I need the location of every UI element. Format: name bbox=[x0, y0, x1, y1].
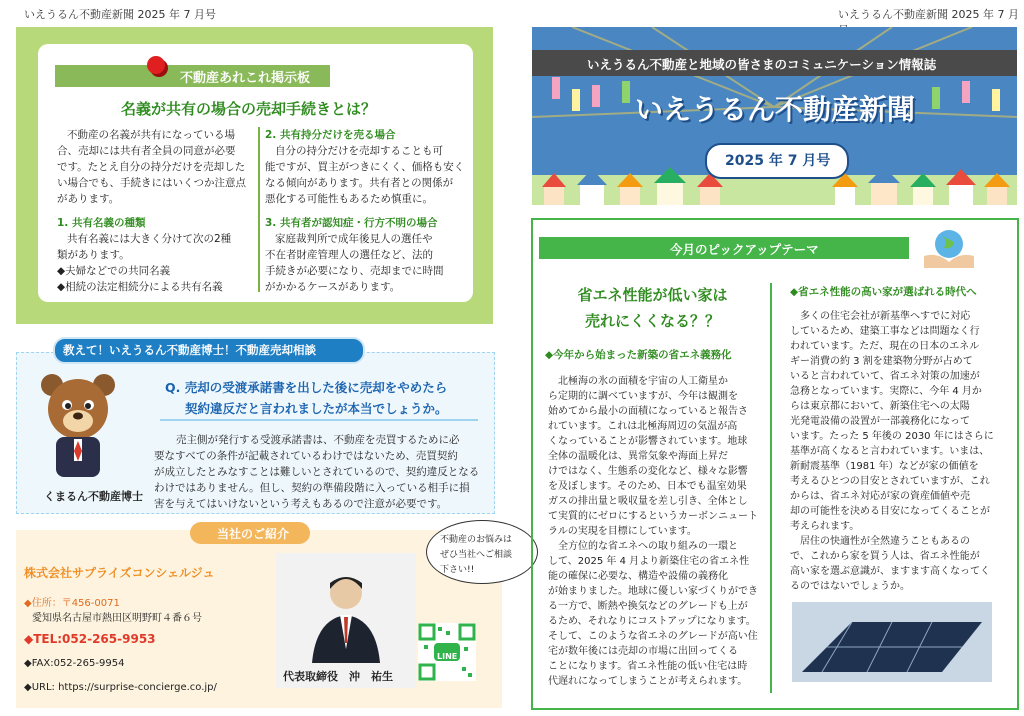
answer-line: 要なすべての条件が記載されているわけではないため、売買契約 bbox=[154, 450, 458, 462]
article-line: 宅が数年後には売却の市場に出回ってくる bbox=[548, 646, 738, 657]
section3-line: がかかるケースがあります。 bbox=[265, 281, 401, 293]
article-line: けではなく、生態系の変化など、様々な影響 bbox=[548, 466, 748, 477]
section3-line: 家庭裁判所で成年後見人の選任や bbox=[275, 233, 433, 245]
answer bbox=[154, 432, 484, 512]
globe-hands-icon bbox=[918, 222, 980, 272]
speech-bubble-text bbox=[440, 533, 530, 578]
board-right-column bbox=[265, 127, 475, 295]
article-title-line: 売れにくくなる？？ bbox=[584, 312, 720, 330]
section2-line: 自分の持分だけを売却することも可 bbox=[275, 145, 443, 157]
article-line: 新耐震基準（1981 年）などが家の価値を bbox=[790, 461, 979, 472]
header-right: いえうるん不動産新聞 2025 年 7 月 bbox=[838, 8, 1019, 21]
article-line: ギー消費の約 3 割を建築物分野が占めて bbox=[790, 356, 973, 367]
address-label: ◆住所：〒456-0071 bbox=[24, 598, 120, 609]
article-line: が始まりました。地球に優しい家づくりができ bbox=[548, 586, 758, 597]
article-title bbox=[545, 282, 760, 334]
section1-title: 1. 共有名義の種類 bbox=[57, 217, 146, 229]
article-line: らは東京都において、新築住宅への太陽 bbox=[790, 401, 970, 412]
answer-line: 売主側が発行する受渡承諾書は、不動産を売買するために必 bbox=[176, 434, 460, 446]
article-line: して、2025 年 4 月より新築住宅の省エネ性 bbox=[548, 556, 750, 567]
section1-line: 共有名義には大きく分けて次の2種 bbox=[67, 233, 232, 245]
pickup-label: 今月のピックアップテーマ bbox=[670, 242, 819, 257]
intro-line: 合、売却には共有者全員の同意が必要 bbox=[57, 145, 236, 157]
answer-line: 害を与えてはいけないという考えもあるので注意が必要です。 bbox=[154, 498, 448, 510]
article-line: 代遅れになってしまうことが考えられます。 bbox=[548, 676, 748, 687]
article-line: で、これから家を買う人は、省エネ性能が bbox=[790, 551, 980, 562]
section2-heading: ◆省エネ性能の高い家が選ばれる時代へ bbox=[790, 286, 977, 298]
board-left-column bbox=[57, 127, 257, 295]
article-line: ラルの実現を目標にしています。 bbox=[548, 526, 697, 537]
company-info bbox=[24, 596, 269, 695]
consult-tab-label: 教えて！いえうるん不動産博士！不動産売却相談 bbox=[63, 343, 316, 357]
ceo-label: 代表取締役 沖 祐生 bbox=[283, 670, 393, 683]
answer-line: わけではありません。但し、契約の準備段階に入っている相手に損 bbox=[154, 482, 470, 494]
article-line: 居住の快適性が全然違うこともあるの bbox=[800, 536, 970, 547]
bear-label: くまるん不動産博士 bbox=[44, 490, 143, 503]
article-line: るのではないでしょうか。 bbox=[790, 581, 910, 592]
article-line: からは、省エネ対応が家の資産価値や売 bbox=[790, 491, 970, 502]
company-name: 株式会社サプライズコンシェルジュ bbox=[24, 566, 215, 580]
section1-item: ◆夫婦などでの共同名義 bbox=[57, 265, 171, 277]
article-line: 全体の温暖化は、異常気象や海面上昇だ bbox=[548, 451, 728, 462]
address: 愛知県名古屋市熱田区明野町４番６号 bbox=[32, 613, 202, 624]
article-line: そして、このような省エネのグレードが高い住 bbox=[548, 631, 758, 642]
bubble-line: ぜひ当社へご相談 bbox=[440, 550, 513, 560]
intro-line: 不動産の名義が共有になっている場 bbox=[67, 129, 235, 141]
board-title: 不動産あれこれ掲示板 bbox=[180, 71, 311, 86]
article-line: 高い家を選ぶ意識が、ますます高くなってく bbox=[790, 566, 990, 577]
article-line: ガスの排出量と吸収量を差し引き、全体とし bbox=[548, 496, 748, 507]
section2-line: なる傾向があります。共有者との関係が bbox=[265, 177, 454, 189]
tel[interactable]: ◆TEL:052-265-9953 bbox=[24, 632, 156, 646]
intro-line: い場合でも、手続きにはいくつか注意点 bbox=[57, 177, 246, 189]
intro-line: があります。 bbox=[57, 193, 120, 205]
article-left-column bbox=[548, 374, 766, 689]
company-url[interactable]: ◆URL: https://surprise-concierge.co.jp/ bbox=[24, 682, 217, 693]
question bbox=[165, 377, 448, 419]
article-divider bbox=[770, 283, 772, 693]
article-line: を及ぼします。そのため、日本でも温室効果 bbox=[548, 481, 747, 492]
bear-mascot-icon bbox=[32, 371, 124, 481]
banner-title: いえうるん不動産新聞 bbox=[635, 93, 916, 126]
section3-line: 手続きが必要になり、売却までに時間 bbox=[265, 265, 444, 277]
article-line: るため、それなりにコストアップになります。 bbox=[548, 616, 756, 627]
bubble-line: 不動産のお悩みは bbox=[440, 535, 513, 545]
article-line: れています。これは北極海周辺の気温が高 bbox=[548, 421, 738, 432]
section2-title: 2. 共有持分だけを売る場合 bbox=[265, 129, 396, 141]
article-title-line: 省エネ性能が低い家は bbox=[577, 286, 728, 304]
article-line: 多くの住宅会社が新基準へすでに対応 bbox=[800, 311, 971, 322]
answer-line: が成立したとみなすことは難しいとされているので、契約違反となる bbox=[154, 466, 480, 478]
article-line: ら定期的に調べていますが、今年は観測を bbox=[548, 391, 738, 402]
section3-line: 不在者財産管理人の選任など、法的 bbox=[265, 249, 433, 261]
article-line: て実質的にゼロにするというカーボンニュート bbox=[548, 511, 758, 522]
article-line: います。たった 5 年後の 2030 年にはさらに bbox=[790, 431, 994, 442]
article-line: 却の可能性を決める目安になってくることが bbox=[790, 506, 990, 517]
section1-line: 類があります。 bbox=[57, 249, 130, 261]
section1-item: ◆相続の法定相続分による共有名義 bbox=[57, 281, 223, 293]
header-left: いえうるん不動産新聞 2025 年 7 月号 bbox=[24, 8, 216, 21]
bubble-line: 下さい!! bbox=[440, 565, 475, 575]
company-tab-label: 当社のご紹介 bbox=[217, 527, 290, 541]
banner-subtitle: いえうるん不動産と地域の皆さまのコミュニケーション情報誌 bbox=[587, 57, 937, 72]
intro-line: です。たとえ自分の持分だけを売却した bbox=[57, 161, 246, 173]
solar-panel-photo bbox=[792, 602, 992, 682]
column-divider bbox=[258, 127, 260, 292]
question-line: 契約違反だと言われましたが本当でしょうか。 bbox=[185, 401, 448, 416]
article-right-column bbox=[790, 309, 1005, 594]
article-line: 北極海の氷の面積を宇宙の人工衛星か bbox=[558, 376, 728, 387]
section2-line: 能ですが、買主がつきにくく、価格も安く bbox=[265, 161, 465, 173]
question-line: Q. 売却の受渡承諾書を出した後に売却をやめたら bbox=[165, 380, 448, 395]
article-line: る一方で、断熱や換気などのグレードも上が bbox=[548, 601, 748, 612]
article-line: くなっていることが影響されています。地球 bbox=[548, 436, 748, 447]
article-line: 全方位的な省エネへの取り組みの一環と bbox=[558, 541, 738, 552]
section3-title: 3. 共有者が認知症・行方不明の場合 bbox=[265, 217, 438, 229]
article-line: 基準が高くなると言われています。いまは、 bbox=[790, 446, 990, 457]
qr-line-label: LINE bbox=[437, 652, 458, 661]
section2-line: 悪化する可能性もあるため慎重に。 bbox=[265, 193, 433, 205]
article-line: 考えるひとつの目安とされていますが、これ bbox=[790, 476, 990, 487]
article-line: われています。ただ、現在の日本のエネル bbox=[790, 341, 980, 352]
section1-heading: ◆今年から始まった新築の省エネ義務化 bbox=[545, 349, 732, 361]
article-line: 能の確保に必要な、構造や設備の義務化 bbox=[548, 571, 728, 582]
question-underline bbox=[160, 419, 478, 421]
article-line: 急務となっています。実際に、今年 4 月か bbox=[790, 386, 982, 397]
pin-icon bbox=[147, 56, 165, 74]
article-line: しているため、建築工事などは問題なく行 bbox=[790, 326, 980, 337]
article-line: ことになります。省エネ性能の低い住宅は時 bbox=[548, 661, 748, 672]
board-heading: 名義が共有の場合の売却手続きとは？ bbox=[121, 100, 377, 118]
fax: ◆FAX:052-265-9954 bbox=[24, 658, 125, 669]
article-line: 始めてから最小の面積になっていると報告さ bbox=[548, 406, 748, 417]
article-line: いると言われていて、省エネ対策の加速が bbox=[790, 371, 980, 382]
banner-date: 2025 年 7 月号 bbox=[725, 153, 831, 169]
article-line: 考えられます。 bbox=[790, 521, 860, 532]
article-line: 光発電設備の設置が一部義務化になって bbox=[790, 416, 970, 427]
